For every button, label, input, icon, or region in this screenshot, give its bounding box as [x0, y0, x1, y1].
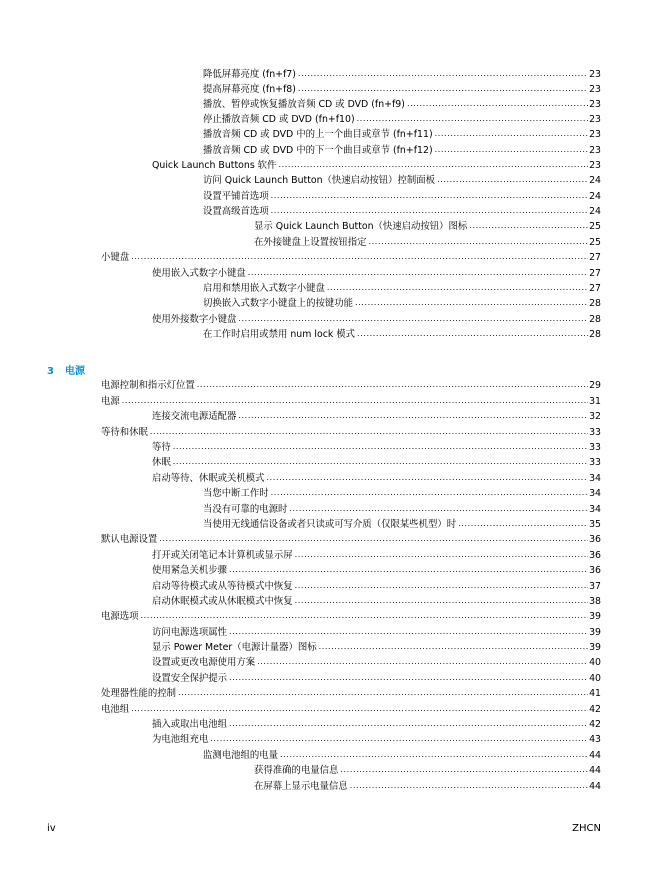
toc-entry[interactable]	[152, 655, 601, 670]
toc-entry-page: 28	[589, 314, 601, 325]
toc-entry[interactable]	[152, 266, 601, 281]
dot-leader	[141, 610, 589, 622]
toc-entry-label: 插入或取出电池组	[152, 719, 228, 730]
dot-leader	[229, 672, 588, 684]
toc-entry-label: 等待和休眠	[101, 427, 148, 438]
toc-entry[interactable]	[254, 235, 601, 250]
toc-entry-label: 停止播放音频 CD 或 DVD (fn+f10)	[203, 114, 355, 125]
toc-entry-label: 显示 Quick Launch Button（快速启动按钮）图标	[254, 221, 468, 232]
toc-entry-page: 43	[589, 734, 601, 745]
toc-entry[interactable]	[203, 281, 601, 296]
toc-entry-page: 33	[589, 442, 601, 453]
toc-entry[interactable]	[203, 82, 601, 97]
toc-entry-label: 打开或关闭笔记本计算机或显示屏	[152, 550, 293, 561]
dot-leader	[248, 267, 588, 279]
toc-entry-page: 39	[589, 611, 601, 622]
toc-entry-label: 为电池组充电	[152, 734, 209, 745]
toc-entry-page: 38	[589, 596, 601, 607]
toc-entry-page: 39	[589, 627, 601, 638]
toc-entry-page: 27	[589, 268, 601, 279]
chapter-heading[interactable]	[47, 362, 85, 377]
toc-entry-label: 当没有可靠的电源时	[203, 504, 288, 515]
toc-entry-label: 设置平铺首选项	[203, 191, 269, 202]
toc-entry-label: 使用嵌入式数字小键盘	[152, 268, 246, 279]
toc-entry-page: 39	[589, 642, 601, 653]
dot-leader	[355, 297, 588, 309]
dot-leader	[229, 626, 588, 638]
dot-leader	[295, 595, 588, 607]
toc-entry-label: 提高屏幕亮度 (fn+f8)	[203, 84, 296, 95]
language-code-footer: ZHCN	[572, 823, 601, 834]
toc-entry-label: 监测电池组的电量	[203, 750, 279, 761]
toc-entry[interactable]	[203, 327, 601, 342]
dot-leader	[295, 580, 588, 592]
toc-entry-page: 23	[589, 145, 601, 156]
dot-leader	[271, 487, 588, 499]
dot-leader	[238, 410, 588, 422]
dot-leader	[131, 703, 588, 715]
toc-entry-label: 连接交流电源适配器	[152, 411, 237, 422]
toc-entry-label: 降低屏幕亮度 (fn+f7)	[203, 69, 296, 80]
dot-leader	[278, 159, 588, 171]
toc-entry-label: 等待	[152, 442, 171, 453]
toc-entry-page: 40	[589, 673, 601, 684]
toc-entry-page: 24	[589, 191, 601, 202]
toc-entry-label: 设置安全保护提示	[152, 673, 228, 684]
toc-entry-label: 访问 Quick Launch Button（快速启动按钮）控制面板	[203, 175, 436, 186]
toc-entry-page: 44	[589, 765, 601, 776]
toc-entry-label: 电源选项	[101, 611, 139, 622]
toc-entry[interactable]	[152, 471, 601, 486]
toc-entry-page: 44	[589, 750, 601, 761]
dot-leader	[369, 236, 589, 248]
dot-leader	[229, 718, 588, 730]
chapter-title: 电源	[65, 366, 85, 377]
toc-entry-label: 设置高级首选项	[203, 206, 269, 217]
toc-entry[interactable]	[152, 158, 601, 173]
toc-entry-page: 33	[589, 457, 601, 468]
toc-entry[interactable]	[254, 779, 601, 794]
dot-leader	[357, 113, 588, 125]
toc-entry-label: 设置或更改电源使用方案	[152, 657, 256, 668]
dot-leader	[267, 472, 589, 484]
toc-entry-label: 处理器性能的控制	[101, 688, 177, 699]
toc-entry-label: 播放音频 CD 或 DVD 中的下一个曲目或章节 (fn+f12)	[203, 145, 433, 156]
toc-entry[interactable]	[101, 609, 601, 624]
dot-leader	[435, 144, 588, 156]
dot-leader	[340, 764, 588, 776]
toc-entry[interactable]	[152, 579, 601, 594]
dot-leader	[271, 190, 588, 202]
toc-entry[interactable]	[203, 486, 601, 501]
dot-leader	[173, 441, 588, 453]
toc-entry-page: 41	[589, 688, 601, 699]
dot-leader	[295, 549, 588, 561]
toc-entry-label: 默认电源设置	[101, 534, 158, 545]
toc-entry[interactable]	[101, 378, 601, 393]
toc-entry-page: 24	[589, 175, 601, 186]
toc-entry-label: 使用外接数字小键盘	[152, 314, 237, 325]
toc-entry-page: 37	[589, 581, 601, 592]
toc-entry[interactable]	[101, 394, 601, 409]
toc-entry[interactable]	[203, 296, 601, 311]
toc-entry-label: 访问电源选项属性	[152, 627, 228, 638]
toc-entry[interactable]	[152, 455, 601, 470]
toc-entry[interactable]	[203, 748, 601, 763]
toc-entry-page: 29	[589, 380, 601, 391]
toc-entry-page: 25	[589, 237, 601, 248]
dot-leader	[150, 426, 588, 438]
toc-entry-label: 启动等待模式或从等待模式中恢复	[152, 581, 293, 592]
toc-entry[interactable]	[152, 640, 601, 655]
toc-entry-label: Quick Launch Buttons 软件	[152, 160, 277, 171]
dot-leader	[159, 533, 588, 545]
toc-entry[interactable]	[203, 173, 601, 188]
toc-entry[interactable]	[152, 312, 601, 327]
toc-entry-label: 使用紧急关机步骤	[152, 565, 228, 576]
toc-entry-page: 28	[589, 329, 601, 340]
page-number-footer: iv	[47, 823, 56, 834]
dot-leader	[131, 251, 588, 263]
toc-entry-page: 42	[589, 719, 601, 730]
toc-entry-page: 23	[589, 114, 601, 125]
toc-entry-page: 36	[589, 550, 601, 561]
dot-leader	[197, 379, 588, 391]
toc-entry-label: 播放音频 CD 或 DVD 中的上一个曲目或章节 (fn+f11)	[203, 129, 433, 140]
toc-entry-page: 31	[589, 396, 601, 407]
dot-leader	[407, 98, 588, 110]
toc-entry-label: 切换嵌入式数字小键盘上的按键功能	[203, 298, 354, 309]
dot-leader	[122, 395, 588, 407]
dot-leader	[257, 656, 588, 668]
toc-entry-page: 27	[589, 252, 601, 263]
toc-entry-page: 23	[589, 160, 601, 171]
dot-leader	[469, 220, 588, 232]
dot-leader	[229, 564, 588, 576]
toc-entry[interactable]	[254, 219, 601, 234]
dot-leader	[271, 205, 588, 217]
toc-entry-label: 播放、暂停或恢复播放音频 CD 或 DVD (fn+f9)	[203, 99, 405, 110]
dot-leader	[327, 282, 588, 294]
toc-entry[interactable]	[101, 425, 601, 440]
toc-entry-label: 小键盘	[101, 252, 130, 263]
toc-entry[interactable]	[152, 732, 601, 747]
toc-entry[interactable]	[152, 717, 601, 732]
toc-entry-label: 启动休眠模式或从休眠模式中恢复	[152, 596, 293, 607]
toc-entry[interactable]	[101, 686, 601, 701]
chapter-number: 3	[47, 366, 54, 377]
toc-entry[interactable]	[203, 502, 601, 517]
toc-entry-label: 在外接键盘上设置按钮指定	[254, 237, 367, 248]
toc-entry-label: 当使用无线通信设备或者只读或可写介质（仅限某些机型）时	[203, 519, 457, 530]
toc-entry-page: 44	[589, 781, 601, 792]
toc-entry[interactable]	[203, 189, 601, 204]
toc-entry[interactable]	[152, 563, 601, 578]
toc-entry[interactable]	[203, 143, 601, 158]
dot-leader	[298, 68, 588, 80]
toc-entry-label: 电池组	[101, 704, 130, 715]
toc-entry-label: 电源	[101, 396, 120, 407]
dot-leader	[178, 687, 588, 699]
toc-entry-page: 33	[589, 427, 601, 438]
toc-entry-label: 启动等待、休眠或关机模式	[152, 473, 265, 484]
toc-entry-label: 启用和禁用嵌入式数字小键盘	[203, 283, 325, 294]
toc-entry-label: 获得准确的电量信息	[254, 765, 339, 776]
toc-entry-page: 35	[589, 519, 601, 530]
toc-entry[interactable]	[254, 763, 601, 778]
toc-entry[interactable]	[101, 532, 601, 547]
toc-entry-label: 休眠	[152, 457, 171, 468]
toc-entry-page: 25	[589, 221, 601, 232]
toc-entry-label: 在工作时启用或禁用 num lock 模式	[203, 329, 356, 340]
dot-leader	[350, 780, 588, 792]
dot-leader	[238, 313, 588, 325]
dot-leader	[319, 641, 588, 653]
toc-entry-page: 23	[589, 129, 601, 140]
toc-entry-page: 23	[589, 84, 601, 95]
toc-entry[interactable]	[152, 548, 601, 563]
toc-entry-page: 34	[589, 488, 601, 499]
toc-entry-page: 28	[589, 298, 601, 309]
dot-leader	[298, 83, 588, 95]
toc-entry[interactable]	[101, 250, 601, 265]
toc-entry[interactable]	[203, 112, 601, 127]
toc-entry[interactable]	[203, 204, 601, 219]
dot-leader	[280, 749, 588, 761]
toc-entry-page: 23	[589, 69, 601, 80]
toc-entry-page: 23	[589, 99, 601, 110]
toc-entry[interactable]	[152, 440, 601, 455]
toc-entry[interactable]	[152, 409, 601, 424]
toc-entry[interactable]	[203, 127, 601, 142]
toc-entry-page: 36	[589, 534, 601, 545]
toc-entry-page: 34	[589, 504, 601, 515]
toc-entry-label: 电源控制和指示灯位置	[101, 380, 195, 391]
toc-entry-page: 24	[589, 206, 601, 217]
toc-entry-label: 当您中断工作时	[203, 488, 269, 499]
dot-leader	[435, 128, 588, 140]
dot-leader	[173, 456, 588, 468]
toc-entry-page: 27	[589, 283, 601, 294]
toc-entry-page: 42	[589, 704, 601, 715]
toc-entry[interactable]	[203, 67, 601, 82]
dot-leader	[437, 174, 588, 186]
dot-leader	[357, 328, 588, 340]
toc-entry[interactable]	[152, 671, 601, 686]
toc-entry-page: 36	[589, 565, 601, 576]
dot-leader	[458, 518, 588, 530]
toc-entry[interactable]	[101, 702, 601, 717]
toc-entry-page: 40	[589, 657, 601, 668]
dot-leader	[289, 503, 588, 515]
toc-entry-page: 34	[589, 473, 601, 484]
toc-entry[interactable]	[152, 594, 601, 609]
toc-entry[interactable]	[203, 517, 601, 532]
dot-leader	[210, 733, 588, 745]
toc-entry-page: 32	[589, 411, 601, 422]
toc-entry[interactable]	[152, 625, 601, 640]
toc-entry-label: 在屏幕上显示电量信息	[254, 781, 348, 792]
toc-entry-label: 显示 Power Meter（电源计量器）图标	[152, 642, 317, 653]
toc-entry[interactable]	[203, 97, 601, 112]
